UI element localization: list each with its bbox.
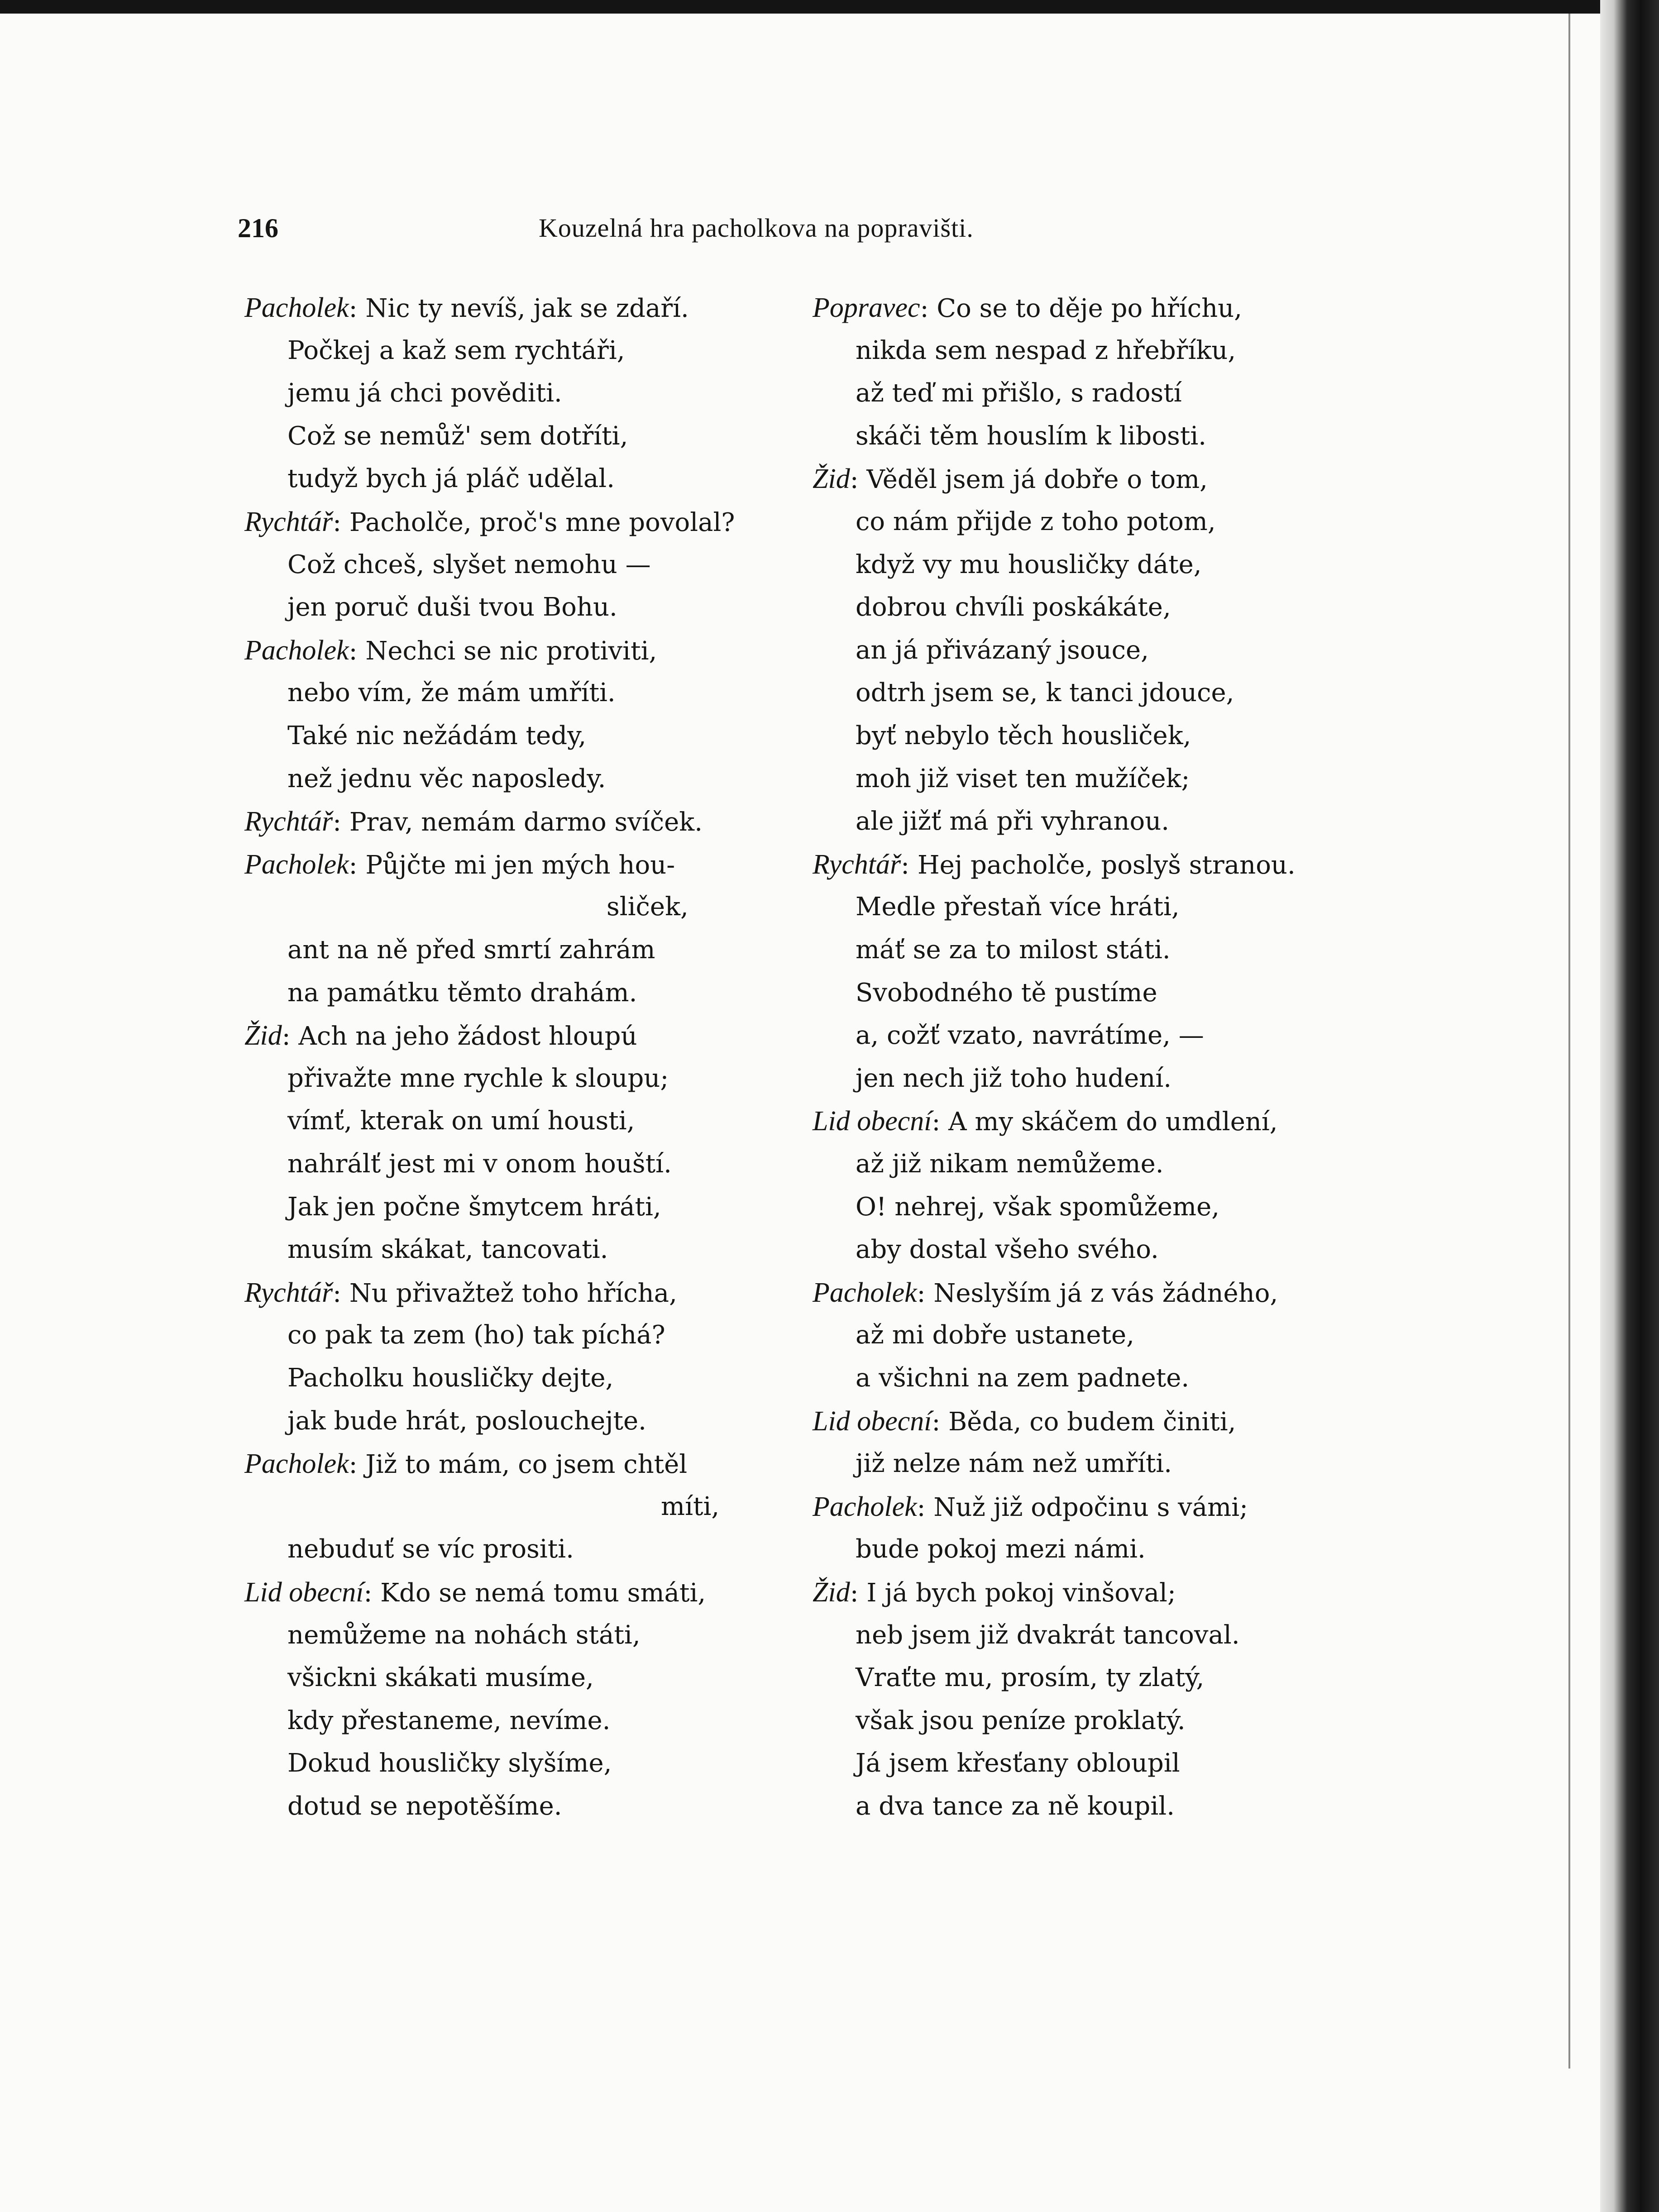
verse-line [813,1403,1236,1440]
verse-line [856,1617,1240,1653]
verse-text: vímť, kterak on umí housti, [287,1106,635,1136]
verse-line [287,589,617,626]
verse-text: nikda sem nespad z hřebříku, [856,335,1236,365]
verse-text: nebo vím, že mám umříti. [287,678,616,708]
verse-line [856,418,1206,454]
verse-text: na památku těmto drahám. [287,978,637,1008]
verse-text: jen nech již toho hudení. [856,1063,1172,1093]
verse-text: Svobodného tě pustíme [856,978,1157,1008]
verse-line [607,889,688,925]
verse-line [287,461,615,497]
verse-line [856,803,1169,840]
speaker-name: Pacholek [244,1448,349,1480]
verse-text: máť se za to milost státi. [856,935,1171,965]
verse-line [856,333,1236,369]
speaker-name: Žid [244,1020,282,1051]
verse-line [287,1531,574,1567]
verse-line [244,846,675,884]
speaker-name: Pacholek [244,849,349,880]
verse-text: musím skákat, tancovati. [287,1235,608,1265]
speaker-colon: : [917,1278,934,1308]
verse-line [244,504,735,541]
verse-text: Já jsem křesťany obloupil [856,1749,1180,1778]
verse-text: co pak ta zem (ho) tak píchá? [287,1320,665,1350]
speaker-colon: : [917,1492,934,1522]
verse-line [287,1232,608,1268]
verse-line [856,1189,1219,1225]
verse-text: již nelze nám než umříti. [856,1449,1172,1479]
verse-text: Neslyším já z vás žádného, [933,1278,1278,1308]
speaker-colon: : [901,850,918,880]
verse-text: co nám přijde z toho potom, [856,507,1216,536]
verse-text: A my skáčem do umdlení, [948,1107,1278,1137]
verse-line [856,761,1190,797]
verse-line [856,932,1171,968]
verse-text: jen poruč duši tvou Bohu. [287,592,617,622]
speaker-colon: : [850,465,867,495]
verse-line [287,1061,669,1097]
speaker-name: Pacholek [813,1277,917,1308]
verse-line [287,375,562,411]
page-number: 216 [238,213,278,243]
speaker-colon: : [363,1578,381,1608]
verse-text: Ach na jeho žádost hloupú [298,1022,637,1051]
verse-line [813,1103,1278,1140]
verse-text: Pacholče, proč's mne povolal? [349,508,735,537]
verse-text: bude pokoj mezi námi. [856,1534,1146,1564]
verse-line [661,1489,719,1525]
speaker-name: Rychtář [244,506,333,537]
verse-text: Kdo se nemá tomu smáti, [380,1578,706,1608]
verse-text: Nu přivažtež toho hřícha, [349,1278,677,1308]
speaker-name: Lid obecní [244,1577,364,1608]
verse-line [856,1660,1204,1696]
verse-text: než jednu věc naposledy. [287,764,606,793]
speaker-colon: : [349,1450,366,1480]
speaker-colon: : [333,807,349,837]
speaker-colon: : [349,294,366,323]
verse-text: ale jižť má při vyhranou. [856,807,1170,836]
verse-line [813,1489,1248,1526]
verse-text: Běda, co budem činiti, [948,1407,1236,1437]
verse-line [856,675,1234,711]
verse-text: až mi dobře ustanete, [856,1320,1134,1350]
speaker-name: Lid obecní [813,1106,932,1137]
verse-text: tudyž bych já pláč udělal. [287,464,615,494]
verse-line [287,675,616,711]
verse-text: jemu já chci pověditi. [287,378,562,408]
verse-line [287,333,625,369]
verse-text: když vy mu housličky dáte, [856,549,1202,579]
verse-text: O! nehrej, však spomůžeme, [856,1192,1220,1222]
verse-text: přivažte mne rychle k sloupu; [287,1063,669,1093]
verse-line [856,1360,1189,1396]
verse-line [856,1703,1186,1739]
verse-text: až již nikam nemůžeme. [856,1149,1164,1179]
verse-text: skáči těm houslím k libosti. [856,421,1207,451]
verse-text: míti, [661,1491,720,1521]
verse-text: byť nebylo těch housliček, [856,721,1191,750]
verse-line [287,547,651,583]
verse-line [856,975,1157,1011]
verse-line [856,1446,1172,1482]
verse-text: Pacholku housličky dejte, [287,1363,614,1393]
verse-text: Prav, nemám darmo svíček. [349,807,703,837]
verse-line [856,632,1149,669]
verse-text: všickni skákati musíme, [287,1663,594,1693]
speaker-colon: : [920,294,937,323]
verse-line [287,1617,641,1653]
verse-text: Jak jen počne šmytcem hráti, [287,1192,661,1222]
verse-line [856,1531,1146,1567]
verse-text: Medle přestaň více hráti, [856,892,1180,922]
speaker-name: Lid obecní [813,1405,932,1437]
verse-text: Nechci se nic protiviti, [365,636,657,666]
speaker-name: Žid [813,463,850,495]
speaker-colon: : [932,1407,949,1437]
page-header [0,213,1659,249]
verse-line [856,889,1180,925]
verse-text: Také nic nežádám tedy, [287,721,587,750]
verse-line [856,547,1202,583]
verse-line [813,846,1296,884]
verse-text: Co se to děje po hříchu, [937,294,1242,323]
verse-text: až teď mi přišlo, s radostí [856,378,1182,408]
verse-text: Což se nemůž' sem dotříti, [287,421,628,451]
verse-text: kdy přestaneme, nevíme. [287,1706,611,1735]
verse-text: odtrh jsem se, k tanci jdouce, [856,678,1234,708]
verse-text: Již to mám, co jsem chtěl [365,1450,688,1480]
verse-text: a dva tance za ně koupil. [856,1792,1175,1821]
verse-line [813,1574,1176,1611]
verse-line [244,1018,637,1055]
verse-line [287,1103,635,1139]
verse-text: nebuduť se víc prositi. [287,1534,574,1564]
verse-line [856,1788,1175,1825]
verse-text: aby dostal všeho svého. [856,1235,1159,1265]
verse-text: Nuž již odpočinu s vámi; [933,1492,1248,1522]
speaker-colon: : [932,1107,949,1137]
verse-text: I já bych pokoj vinšoval; [866,1578,1176,1608]
verse-line [856,1317,1134,1353]
verse-line [813,290,1242,327]
verse-line [856,1061,1171,1097]
verse-text: Vraťte mu, prosím, ty zlatý, [856,1663,1205,1693]
verse-text: Hej pacholče, poslyš stranou. [917,850,1296,880]
verse-line [287,932,655,968]
speaker-colon: : [850,1578,867,1608]
verse-line [287,1317,665,1353]
verse-line [287,1788,562,1825]
verse-line [856,589,1171,626]
verse-line [856,718,1191,754]
speaker-name: Rychtář [813,849,901,880]
verse-line [287,1403,646,1439]
speaker-name: Pacholek [813,1491,917,1522]
verse-line [287,975,637,1011]
verse-text: an já přivázaný jsouce, [856,635,1149,665]
verse-line [287,761,606,797]
speaker-colon: : [333,1278,349,1308]
verse-line [287,1660,594,1696]
speaker-colon: : [349,636,366,666]
verse-text: však jsou peníze proklatý. [856,1706,1186,1735]
verse-line [813,461,1208,498]
verse-line [287,1703,610,1739]
verse-text: a, cožť vzato, navrátíme, — [856,1021,1204,1051]
verse-text: dobrou chvíli poskákáte, [856,592,1171,622]
verse-line [856,1018,1204,1054]
verse-line [244,1574,706,1611]
verse-line [287,418,628,454]
verse-text: Věděl jsem já dobře o tom, [866,465,1208,495]
speaker-name: Pacholek [244,292,349,323]
verse-line [856,1232,1159,1268]
speaker-name: Rychtář [244,806,333,837]
verse-text: Půjčte mi jen mých hou- [365,850,675,880]
verse-line [244,1275,677,1312]
verse-line [287,1745,612,1782]
verse-text: Dokud housličky slyšíme, [287,1749,612,1778]
verse-line [287,1146,672,1182]
verse-line [244,803,703,841]
verse-line [287,1360,613,1396]
speaker-name: Rychtář [244,1277,333,1308]
verse-line [287,718,586,754]
verse-text: jak bude hrát, poslouchejte. [287,1406,646,1436]
verse-line [856,375,1182,411]
verse-text: ant na ně před smrtí zahrám [287,935,655,965]
speaker-colon: : [349,850,366,880]
speaker-colon: : [333,508,349,537]
verse-line [287,1189,661,1225]
speaker-name: Popravec [813,292,920,323]
verse-line [244,290,689,327]
scan-top-edge [0,0,1659,14]
verse-line [856,1146,1164,1182]
verse-text: neb jsem již dvakrát tancoval. [856,1620,1240,1650]
verse-text: moh již viset ten mužíček; [856,764,1190,793]
speaker-name: Žid [813,1577,850,1608]
verse-text: sliček, [607,892,688,922]
verse-text: nahrálť jest mi v onom houští. [287,1149,672,1179]
verse-line [856,1745,1180,1782]
speaker-colon: : [282,1022,299,1051]
verse-line [244,1446,687,1483]
verse-line [813,1275,1278,1312]
verse-text: dotud se nepotěšíme. [287,1792,562,1821]
running-title: Kouzelná hra pacholkova na popravišti. [539,213,974,243]
page-fold-line [1568,14,1570,2069]
verse-text: Nic ty nevíš, jak se zdaří. [365,294,689,323]
scan-right-edge [1600,0,1659,2212]
verse-line [244,632,657,669]
verse-line [856,504,1216,540]
verse-text: a všichni na zem padnete. [856,1363,1190,1393]
verse-text: Což chceš, slyšet nemohu — [287,549,651,579]
verse-text: Počkej a kaž sem rychtáři, [287,335,625,365]
verse-text: nemůžeme na nohách státi, [287,1620,641,1650]
speaker-name: Pacholek [244,635,349,666]
